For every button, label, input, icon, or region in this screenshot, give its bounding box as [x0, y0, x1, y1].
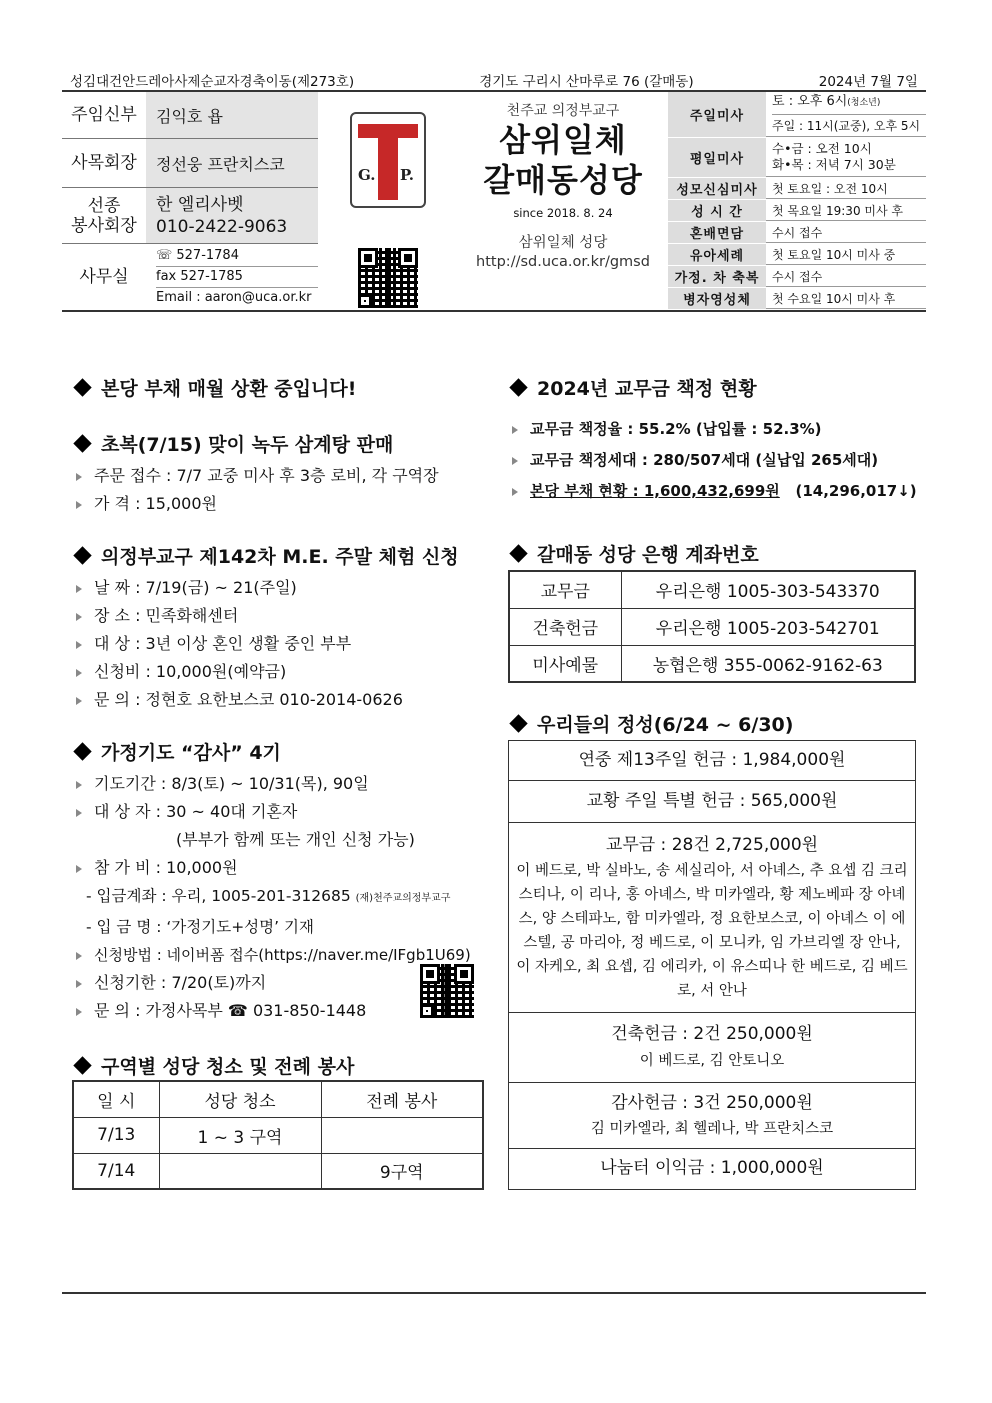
weekday-mass-label: 평일미사: [668, 138, 766, 177]
offering-row: [509, 1083, 915, 1149]
office-contacts: [146, 244, 318, 310]
bank-table: [508, 570, 916, 683]
naver-form-qr-code-icon: [420, 964, 474, 1018]
sick-communion-label: 병자영성체: [668, 288, 766, 309]
table-cell: 우리은행 1005-303-543370: [621, 571, 915, 608]
service-label-line1: 선종: [87, 195, 121, 216]
council-name: 정선웅 프란치스코: [146, 139, 318, 187]
wedding: 수시 접수: [766, 222, 926, 243]
holy-hour-label: 성 시 간: [668, 200, 766, 221]
office-email: Email : aaron@uca.or.kr: [156, 290, 312, 305]
me-title: 의정부교구 제142차 M.E. 주말 체험 신청: [76, 542, 459, 569]
mass-schedule: [668, 92, 926, 310]
offering-row: 연중 제13주일 헌금 : 1,984,000원: [509, 741, 915, 781]
pastor-name: 김익호 욥: [146, 92, 318, 138]
list-item: 참 가 비 : 10,000원: [76, 854, 471, 882]
service-phone: 010-2422-9063: [156, 216, 288, 237]
family-prayer-title: 가정기도 “감사” 4기: [76, 738, 281, 765]
offering-row: [509, 1013, 915, 1083]
offering-quota-names: 이 베드로, 박 실바노, 송 세실리아, 서 아녜스, 추 요셉 김 크리스티나, 이 리나, 홍 아녜스, 박 미카엘라, 황 제노베파 장 아녜스, 양 스테파노, 함 미카엘라, 정 요한보스코, 이 아녜스 이 에스텔, 공 마리아, 정 베드로, 이 모니카, 임 가브리엘 장 안나, 이 자케오, 최 요셉, 김 에리카, 이 유스띠나 한 베드로, 김 베드로, 서 안나: [516, 863, 908, 999]
top-info-bar: [62, 70, 926, 92]
sunday-mass-2: 주일 : 11시(교중), 오후 5시: [772, 119, 921, 133]
parish-qr-code-icon: [358, 248, 418, 308]
family-prayer-list: [76, 770, 471, 1025]
weekday-mass-1: 수•금 : 오전 10시: [772, 141, 872, 156]
wedding-label: 혼배면담: [668, 222, 766, 243]
table-cell: 미사예물: [509, 645, 621, 682]
offering-thanks-names: 김 미카엘라, 최 헬레나, 박 프란치스코: [590, 1121, 834, 1137]
table-cell: 농협은행 355-0062-9162-63: [621, 645, 915, 682]
holy-hour: 첫 목요일 19:30 미사 후: [766, 200, 926, 221]
list-item: 교무금 책정율 : 55.2% (납입률 : 52.3%): [512, 414, 917, 445]
weekday-mass-2: 화•목 : 저녁 7시 30분: [772, 157, 896, 172]
duty-head-liturgy: 전례 봉사: [321, 1081, 483, 1117]
heart-mass: 첫 토요일 : 오전 10시: [766, 178, 926, 199]
since-date: since 2018. 8. 24: [513, 206, 613, 220]
list-item: 장 소 : 민족화해센터: [76, 602, 403, 630]
staff-table: [62, 92, 318, 310]
blessing-label: 가정. 차 축복: [668, 266, 766, 287]
parish-name-1: 삼위일체: [499, 121, 627, 159]
offering-row: [509, 823, 915, 1013]
duty-head-date: 일 시: [73, 1081, 159, 1117]
duty-title: 구역별 성당 청소 및 전례 봉사: [76, 1052, 354, 1079]
pastor-label: 주임신부: [71, 105, 137, 125]
list-item: 가 격 : 15,000원: [76, 490, 439, 518]
office-fax: fax 527-1785: [156, 267, 318, 288]
parish-title-block: [456, 92, 670, 272]
debt-notice-title: 본당 부채 매월 상환 중입니다!: [76, 374, 356, 401]
bulletin-header: [62, 92, 926, 312]
table-header-row: [73, 1081, 483, 1117]
sick-communion: 첫 수요일 10시 미사 후: [766, 288, 926, 309]
baptism-label: 유아세례: [668, 244, 766, 265]
weekday-mass-times: [766, 138, 926, 177]
blessing: 수시 접수: [766, 266, 926, 287]
offering-building-total: 건축헌금 : 2건 250,000원: [611, 1024, 813, 1044]
bank-title: 갈매동 성당 은행 계좌번호: [512, 540, 759, 567]
offering-table: [508, 740, 916, 1190]
quota-list: [512, 414, 917, 507]
list-item: 대 상 자 : 30 ~ 40대 기혼자: [76, 798, 471, 826]
service-info: [146, 188, 318, 243]
diocese: 천주교 의정부교구: [506, 103, 620, 119]
table-row: [509, 645, 915, 682]
offering-thanks-total: 감사헌금 : 3건 250,000원: [611, 1093, 813, 1113]
council-label: 사목회장: [71, 153, 137, 173]
me-list: [76, 574, 403, 714]
list-item: 대 상 : 3년 이상 혼인 생활 중인 부부: [76, 630, 403, 658]
service-name: 한 엘리사벳: [156, 194, 244, 215]
duty-table: [72, 1080, 484, 1190]
list-item: 날 짜 : 7/19(금) ~ 21(주일): [76, 574, 403, 602]
offering-row: 나눔터 이익금 : 1,000,000원: [600, 1158, 824, 1178]
samgyetang-title: 초복(7/15) 맞이 녹두 삼계탕 판매: [76, 430, 393, 457]
table-cell: 9구역: [321, 1153, 483, 1189]
list-item: 신청비 : 10,000원(예약금): [76, 658, 403, 686]
diamond-bullet-icon: [73, 434, 91, 452]
office-label: 사무실: [79, 267, 129, 287]
sunday-mass-times: [766, 92, 926, 137]
parish-logo: [350, 112, 426, 208]
diamond-bullet-icon: [73, 742, 91, 760]
list-item: (부부가 함께 또는 개인 신청 가능): [176, 830, 415, 849]
table-row: [73, 1117, 483, 1153]
bottom-divider: [62, 1292, 926, 1294]
parish-name-2: 갈매동성당: [483, 161, 643, 199]
baptism: 첫 토요일 10시 미사 중: [766, 244, 926, 265]
logo-g: G.: [358, 166, 376, 184]
list-item: 본당 부채 현황 : 1,600,432,699원 (14,296,017↓): [512, 476, 917, 507]
logo-p: P.: [400, 166, 415, 184]
list-item: 교무금 책정세대 : 280/507세대 (실납입 265세대): [512, 445, 917, 476]
bulletin-date: 2024년 7월 7일: [818, 74, 918, 90]
list-item: 신청방법 : 네이버폼 접수(https://naver.me/IFgb1U69): [76, 941, 471, 969]
table-cell: 7/14: [73, 1153, 159, 1189]
diamond-bullet-icon: [73, 378, 91, 396]
table-cell: 우리은행 1005-203-542701: [621, 608, 915, 645]
diamond-bullet-icon: [509, 544, 527, 562]
list-item: 기도기간 : 8/3(토) ~ 10/31(목), 90일: [76, 770, 471, 798]
site-url[interactable]: http://sd.uca.or.kr/gmsd: [476, 254, 650, 270]
sunday-mass-1: 토 : 오후 6시(청소년): [772, 91, 926, 115]
heart-mass-label: 성모신심미사: [668, 178, 766, 199]
quota-title: 2024년 교무금 책정 현황: [512, 374, 757, 401]
diamond-bullet-icon: [73, 546, 91, 564]
list-item: - 입 금 명 : ‘가정기도+성명’ 기재: [86, 918, 314, 936]
diamond-bullet-icon: [509, 378, 527, 396]
table-row: [73, 1153, 483, 1189]
list-item: 주문 접수 : 7/7 교중 미사 후 3층 로비, 각 구역장: [76, 462, 439, 490]
list-item: 문 의 : 가정사목부 ☎ 031-850-1448: [76, 997, 471, 1025]
table-row: [509, 608, 915, 645]
office-phone: ☏ 527-1784: [156, 246, 318, 267]
parish-address: 경기도 구리시 산마루로 76 (갈매동): [479, 74, 694, 90]
service-label: [62, 188, 146, 243]
list-item: 문 의 : 정현호 요한보스코 010-2014-0626: [76, 686, 403, 714]
site-name: 삼위일체 성당: [518, 235, 608, 251]
feast-title: 성김대건안드레아사제순교자경축이동(제273호): [70, 74, 355, 90]
samgyetang-list: [76, 462, 439, 518]
table-cell: [321, 1117, 483, 1153]
offering-title: 우리들의 정성(6/24 ~ 6/30): [512, 710, 793, 737]
table-cell: 건축헌금: [509, 608, 621, 645]
diamond-bullet-icon: [73, 1056, 91, 1074]
table-cell: [159, 1153, 321, 1189]
offering-quota-total: 교무금 : 28건 2,725,000원: [605, 835, 819, 855]
offering-row: 교황 주일 특별 헌금 : 565,000원: [509, 781, 915, 823]
service-label-line2: 봉사회장: [71, 215, 137, 236]
table-cell: 7/13: [73, 1117, 159, 1153]
table-cell: 1 ~ 3 구역: [159, 1117, 321, 1153]
list-item: 신청기한 : 7/20(토)까지: [76, 969, 471, 997]
diamond-bullet-icon: [509, 714, 527, 732]
list-item: - 입금계좌 : 우리, 1005-201-312685 (재)천주교의정부교구: [86, 887, 451, 905]
duty-head-cleaning: 성당 청소: [159, 1081, 321, 1117]
table-row: [509, 571, 915, 608]
offering-building-names: 이 베드로, 김 안토니오: [639, 1053, 785, 1069]
table-cell: 교무금: [509, 571, 621, 608]
sunday-mass-label: 주일미사: [668, 92, 766, 137]
